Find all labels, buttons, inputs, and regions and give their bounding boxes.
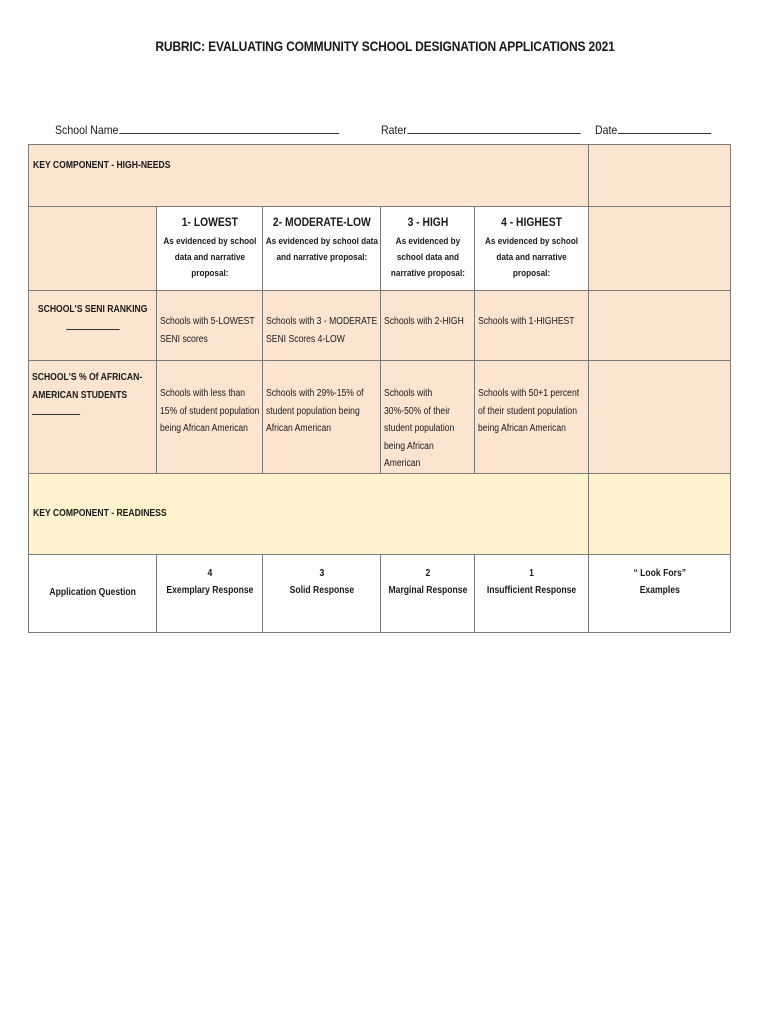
aa-side-cell bbox=[589, 361, 731, 474]
levels-blank-cell bbox=[29, 207, 157, 291]
date-blank[interactable] bbox=[618, 121, 711, 134]
seni-label: SCHOOL'S SENI RANKING bbox=[37, 304, 148, 315]
aa-level-1-text: Schools with less than 15% of student population being African American bbox=[160, 388, 260, 434]
level-3-title: 3 - HIGH bbox=[407, 215, 448, 229]
high-needs-heading: KEY COMPONENT - HIGH-NEEDS bbox=[33, 160, 171, 171]
seni-side-cell bbox=[589, 291, 731, 361]
score-3-label: Solid Response bbox=[289, 585, 354, 596]
seni-row bbox=[29, 291, 731, 361]
app-question-cell bbox=[29, 554, 157, 632]
aa-level-3-text: Schools with 30%-50% of their student population being African American bbox=[384, 388, 455, 469]
look-fors-subtitle: Examples bbox=[639, 585, 680, 596]
score-4-label: Exemplary Response bbox=[166, 585, 254, 596]
school-name-field[interactable] bbox=[55, 121, 339, 137]
aa-level-2-text: Schools with 29%-15% of student population being African American bbox=[266, 388, 364, 434]
seni-level-2-cell bbox=[263, 291, 381, 361]
readiness-heading-cell bbox=[29, 473, 589, 554]
look-fors-title: “ Look Fors” bbox=[633, 567, 686, 579]
document-title: RUBRIC: EVALUATING COMMUNITY SCHOOL DESIGNATION APPLICATIONS 2021 bbox=[155, 38, 615, 54]
school-name-label: School Name bbox=[55, 123, 119, 137]
aa-level-2-cell bbox=[263, 361, 381, 474]
seni-level-3-cell bbox=[381, 291, 475, 361]
level-2-header bbox=[263, 207, 381, 291]
aa-blank[interactable] bbox=[32, 406, 80, 415]
level-4-title: 4 - HIGHEST bbox=[501, 215, 562, 229]
seni-level-2-text: Schools with 3 - MODERATE SENI Scores 4-LOW bbox=[266, 316, 378, 345]
seni-blank[interactable] bbox=[66, 321, 119, 330]
rubric-table bbox=[28, 144, 731, 633]
levels-row bbox=[29, 207, 731, 291]
aa-level-3-cell bbox=[381, 361, 475, 474]
aa-level-4-text: Schools with 50+1 percent of their student population being African American bbox=[478, 388, 580, 434]
level-2-title: 2- MODERATE-LOW bbox=[272, 215, 371, 229]
readiness-heading: KEY COMPONENT - READINESS bbox=[33, 507, 167, 519]
readiness-scale-row bbox=[29, 554, 731, 632]
score-1-header bbox=[475, 554, 589, 632]
score-1-value: 1 bbox=[529, 567, 534, 579]
seni-level-1-cell bbox=[157, 291, 263, 361]
score-2-header bbox=[381, 554, 475, 632]
level-4-header bbox=[475, 207, 589, 291]
date-field[interactable] bbox=[595, 121, 711, 137]
date-label: Date bbox=[595, 123, 618, 137]
seni-level-1-text: Schools with 5-LOWEST SENI scores bbox=[160, 316, 255, 345]
seni-label-cell bbox=[29, 291, 157, 361]
score-2-value: 2 bbox=[425, 567, 430, 579]
level-1-title: 1- LOWEST bbox=[181, 215, 238, 229]
level-1-subtitle: As evidenced by school data and narrative proposal: bbox=[162, 236, 257, 279]
score-2-label: Marginal Response bbox=[388, 585, 467, 596]
score-4-value: 4 bbox=[207, 567, 212, 579]
aa-label-cell bbox=[29, 361, 157, 474]
seni-level-4-text: Schools with 1-HIGHEST bbox=[478, 316, 575, 327]
high-needs-heading-cell bbox=[29, 145, 589, 207]
level-4-subtitle: As evidenced by school data and narrative proposal: bbox=[484, 236, 579, 279]
score-4-header bbox=[157, 554, 263, 632]
level-3-subtitle: As evidenced by school data and narrative proposal: bbox=[390, 236, 465, 279]
aa-label: SCHOOL'S % Of AFRICAN-AMERICAN STUDENTS bbox=[32, 372, 143, 401]
level-2-subtitle: As evidenced by school data and narrative proposal: bbox=[265, 236, 378, 263]
readiness-heading-side-cell bbox=[589, 473, 731, 554]
score-3-header bbox=[263, 554, 381, 632]
rater-blank[interactable] bbox=[408, 121, 581, 134]
aa-row bbox=[29, 361, 731, 474]
school-name-blank[interactable] bbox=[119, 121, 339, 134]
level-3-header bbox=[381, 207, 475, 291]
high-needs-heading-row bbox=[29, 145, 731, 207]
aa-level-1-cell bbox=[157, 361, 263, 474]
levels-side-cell bbox=[589, 207, 731, 291]
aa-level-4-cell bbox=[475, 361, 589, 474]
score-3-value: 3 bbox=[319, 567, 324, 579]
high-needs-heading-side-cell bbox=[589, 145, 731, 207]
seni-level-3-text: Schools with 2-HIGH bbox=[384, 316, 464, 327]
score-1-label: Insufficient Response bbox=[486, 585, 577, 596]
app-question-label: Application Question bbox=[49, 587, 136, 599]
level-1-header bbox=[157, 207, 263, 291]
seni-level-4-cell bbox=[475, 291, 589, 361]
rater-field[interactable] bbox=[381, 121, 581, 137]
rater-label: Rater bbox=[381, 123, 407, 137]
look-fors-header bbox=[589, 554, 731, 632]
readiness-heading-row bbox=[29, 473, 731, 554]
